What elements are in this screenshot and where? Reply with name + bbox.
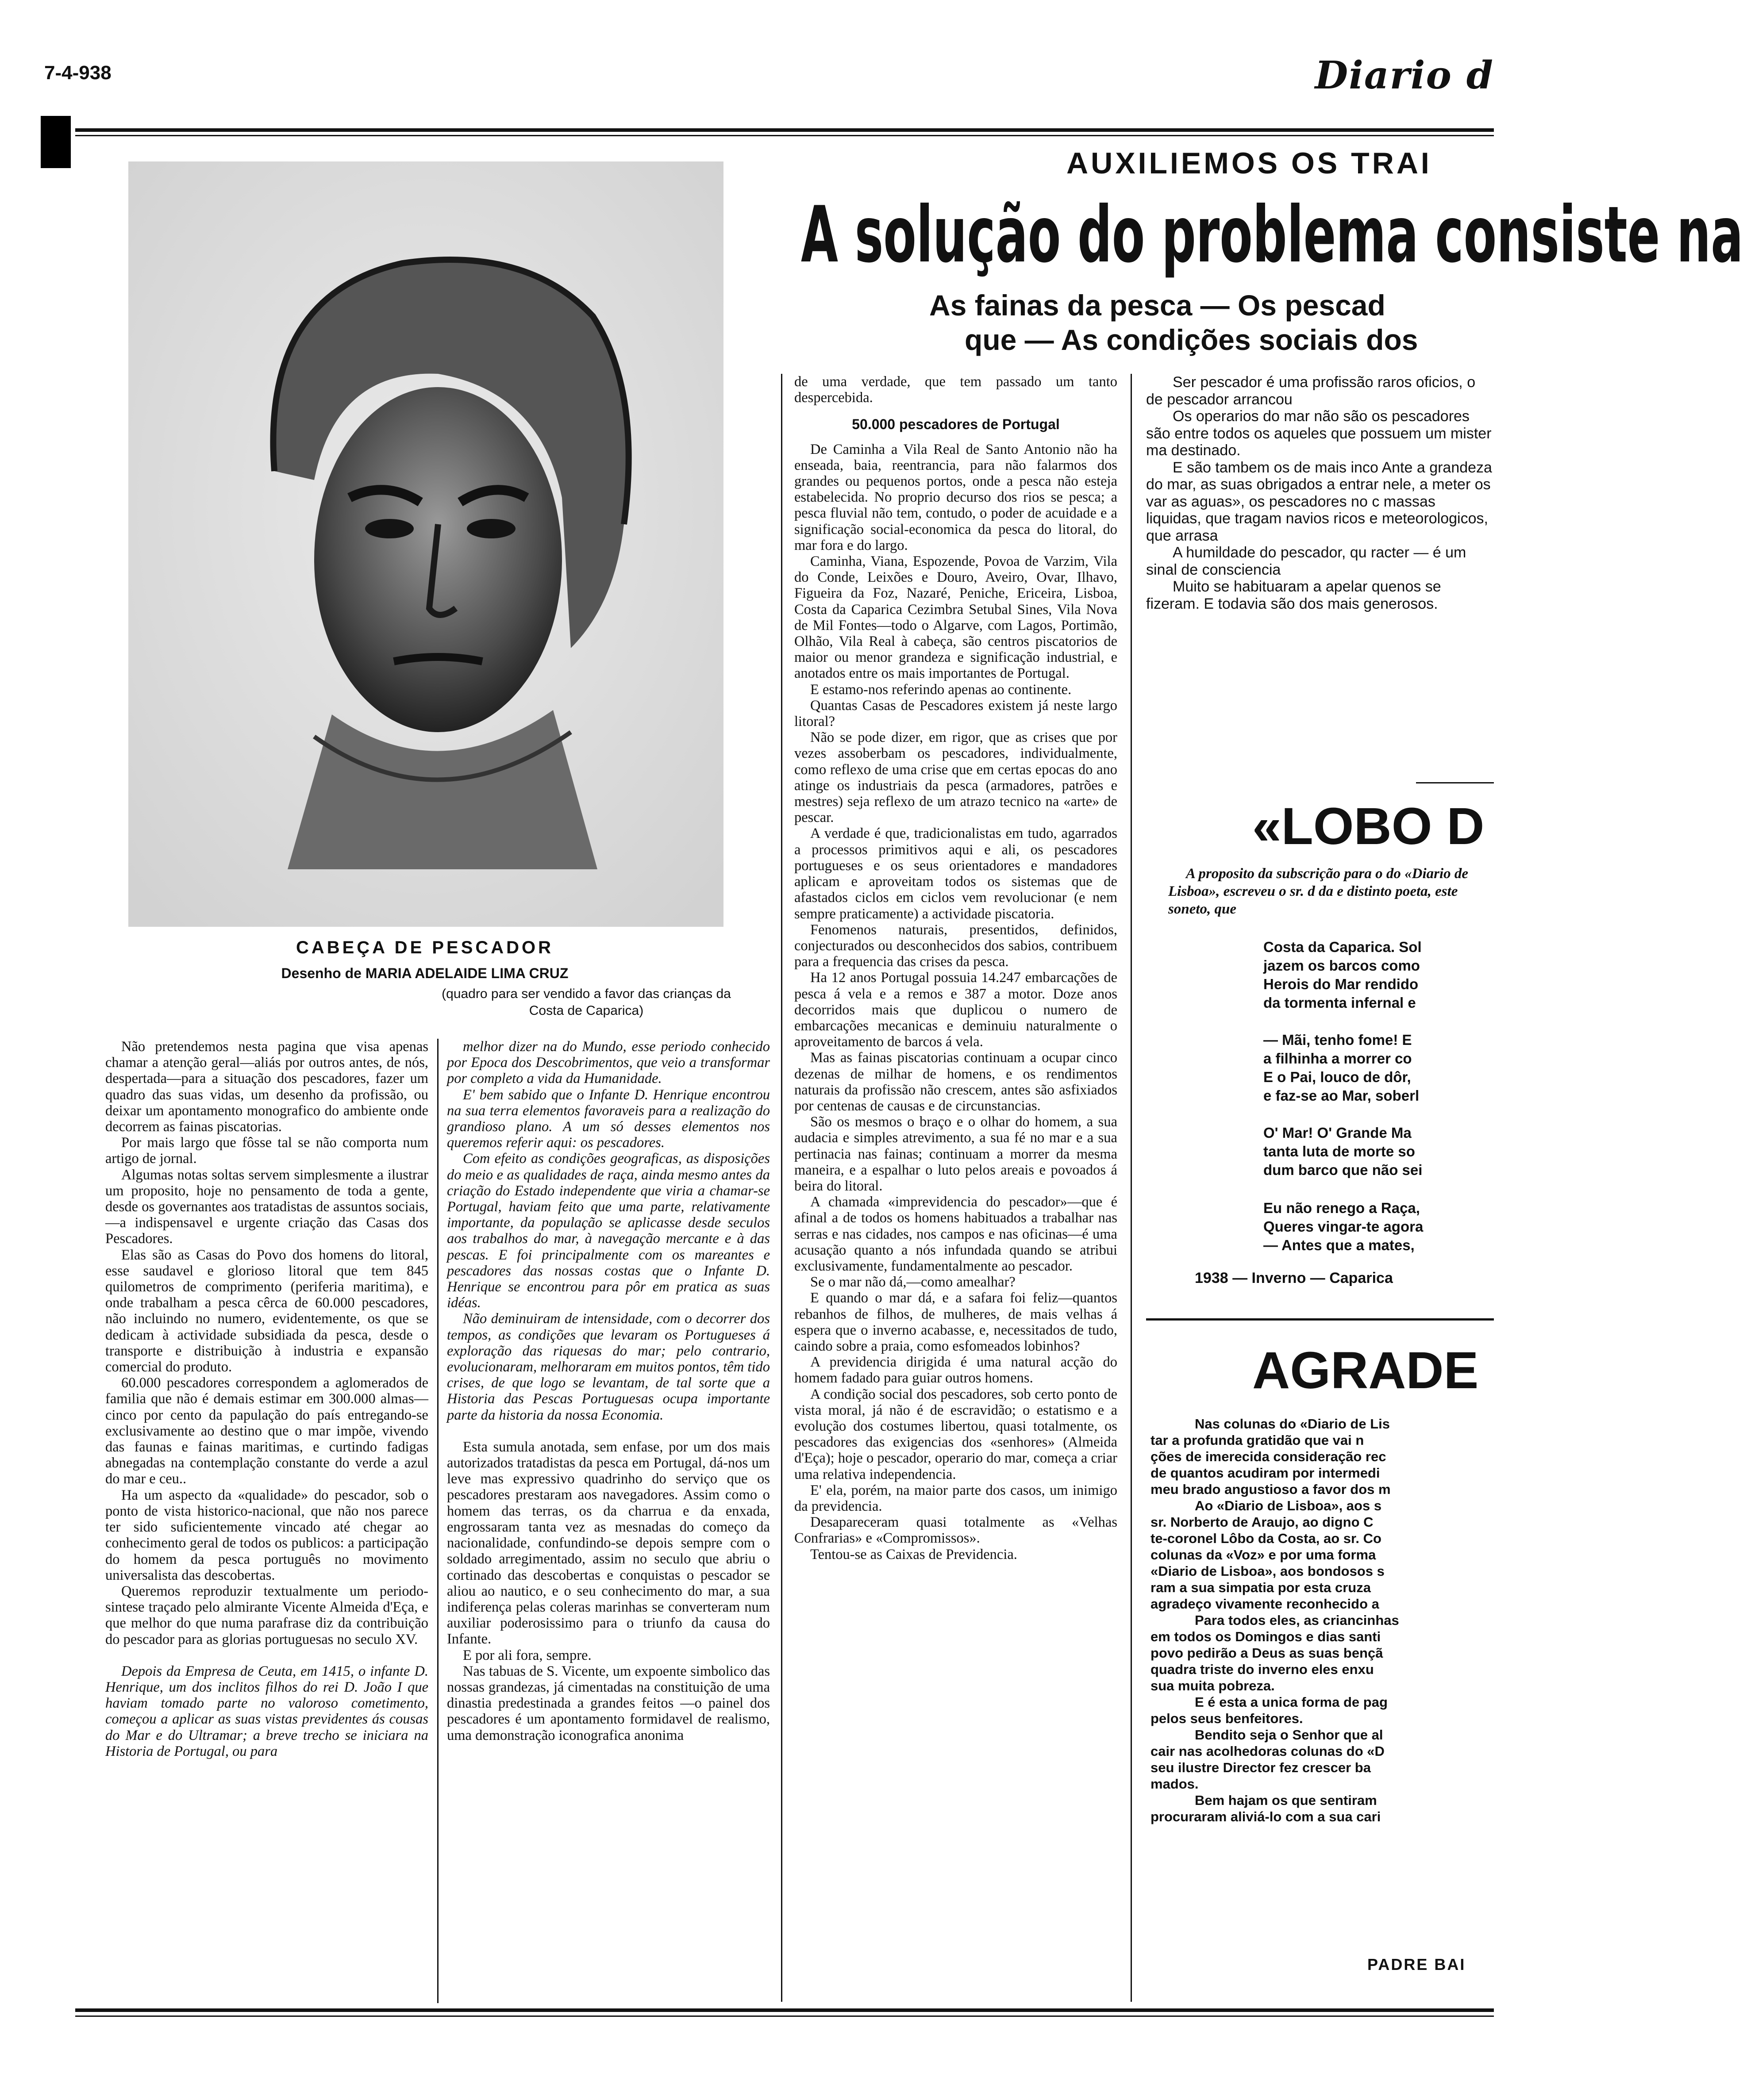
article-headline: A solução do problema consiste na (801, 190, 1743, 280)
poem-line: tanta luta de morte so (1263, 1143, 1415, 1159)
paragraph: Os operarios do mar não são os pescadores são entre todos os aqueles que possuem um mister ma destinado. (1146, 408, 1492, 459)
paragraph: Quantas Casas de Pescadores existem já neste largo litoral? (794, 697, 1117, 730)
paragraph: Ha um aspecto da «qualidade» do pescador, sob o ponto de vista historico-nacional, que não nos parece ter sido suficientemente vincado até chegar ao conhecimento geral de todos os publicos: a participação do homem da pesca português no movimento universalista das descobertas. (105, 1487, 428, 1583)
corner-marker (41, 116, 71, 168)
portrait-drawing (128, 161, 723, 927)
article-column-1 (105, 1039, 428, 1893)
text-line: quadra triste do inverno eles enxu (1150, 1662, 1374, 1677)
poem-line: dum barco que não sei (1263, 1162, 1423, 1178)
paragraph: Se o mar não dá,—como amealhar? (810, 1274, 1016, 1290)
poem-line: E o Pai, louco de dôr, (1263, 1069, 1411, 1085)
text-line: meu brado angustioso a favor dos m (1150, 1482, 1391, 1497)
paragraph: Não pretendemos nesta pagina que visa apenas chamar a atenção geral—aliás por outros antes, de nós, despertada—para a situação dos pescadores, fazer um quadro das suas vidas, um desenho da profissão, ou deixar um apontamento monografico do ambiente onde decorrem as fainas piscatorias. (105, 1039, 428, 1135)
text-line: Ao «Diario de Lisboa», aos s (1195, 1498, 1382, 1513)
paragraph: E por ali fora, sempre. (463, 1647, 592, 1663)
quote-paragraph: Com efeito as condições geograficas, as disposições do meio e as qualidades de raça, ainda mesmo antes da criação do Estado independente que viria a chamar-se Portugal, haviam feito que uma parte, relativamente importante, da população se aplicasse desde seculos aos trabalhos do mar, à navegação mercante e à das pescas. E foi principalmente com os mareantes e pescadores das nossas costas que o Infante D. Henrique se encontrou para pôr em pratica as suas idéas. (447, 1151, 770, 1311)
paragraph: São os mesmos o braço e o olhar do homem, a sua audacia e simples atrevimento, a sua fé no mar e a sua pertinacia nas fainas; continuam a morrer da mesma maneira, e a espalhar o luto pelos areais e povoados á beira do litoral. (794, 1114, 1117, 1194)
quote-paragraph: Não deminuiram de intensidade, com o decorrer dos tempos, as condições que levaram os Portugueses á exploração das riquesas do mar; pelo contrario, evolucionaram, melhoraram em muitos pontos, têm tido crises, de que logo se levantam, de tal sorte que a Historia das Pescas Portuguesas ocupa importante parte da historia da nossa Economia. (447, 1311, 770, 1423)
paragraph: A verdade é que, tradicionalistas em tudo, agarrados a processos primitivos aqui e ali, os pescadores portugueses e os seus orientadores e mandadores aplicam e aproveitam todos os sistemas que de afastados ciclos em ciclos vem revolucionar (e nem sempre praticamente) a actividade piscatoria. (794, 825, 1117, 922)
top-rule-thin (75, 135, 1494, 136)
text-line: Bendito seja o Senhor que al (1195, 1727, 1383, 1743)
section-divider (1416, 782, 1494, 783)
text-line: procuraram aliviá-lo com a sua cari (1150, 1809, 1381, 1824)
paragraph: Queremos reproduzir textualmente um periodo-sintese traçado pelo almirante Vicente Almeida d'Eça, e que melhor do que numa parafrase diz da contribuição do pescador para as glorias portuguesas no seculo XV. (105, 1583, 428, 1647)
paragraph: De Caminha a Vila Real de Santo Antonio não ha enseada, baia, reentrancia, para não falarmos dos grandes ou pequenos portos, onde a pesca não esteja estabelecida. No proprio decurso dos rios se pesca; a pesca fluvial não tem, contudo, o poder de acuidade e a significação social-economica da pesca do litoral, do mar fora e do largo. (794, 441, 1117, 553)
poem-line: — Mãi, tenho fome! E (1263, 1032, 1412, 1048)
paragraph: E estamo-nos referindo apenas ao continente. (810, 681, 1072, 698)
text-line: povo pedirão a Deus as suas bençã (1150, 1645, 1383, 1661)
poem-signature: 1938 — Inverno — Caparica (1195, 1270, 1393, 1286)
top-rule-thick (75, 128, 1494, 132)
fisherman-portrait (128, 161, 723, 927)
text-line: agradeço vivamente reconhecido a (1150, 1596, 1379, 1612)
poem-line: O' Mar! O' Grande Ma (1263, 1125, 1412, 1141)
poem-line: Queres vingar-te agora (1263, 1218, 1424, 1235)
illustration-note-line1: (quadro para ser vendido a favor das crianças da (442, 987, 731, 1001)
thanks-signature: PADRE BAI (1367, 1955, 1466, 1973)
text-line: Bem hajam os que sentiram (1195, 1793, 1377, 1808)
paragraph: Ha 12 anos Portugal possuia 14.247 embarcações de pesca á vela e a remos e 387 a motor. Doze anos decorridos mais que duplicou o numero de embarcações mecanicas e deminuiu naturalmente o aproveitamento de barcos á vela. (794, 970, 1117, 1050)
text-line: colunas da «Voz» e por uma forma (1150, 1547, 1376, 1563)
text-line: E é esta a unica forma de pag (1195, 1694, 1388, 1710)
section-subhead: 50.000 pescadores de Portugal (852, 416, 1060, 433)
paragraph: de uma verdade, que tem passado um tanto despercebida. (794, 374, 1117, 406)
text-line: seu ilustre Director fez crescer ba (1150, 1760, 1371, 1775)
text-line: Nas colunas do «Diario de Lis (1195, 1416, 1390, 1432)
text-line: de quantos acudiram por intermedi (1150, 1465, 1380, 1481)
illustration-title: CABEÇA DE PESCADOR (296, 938, 554, 957)
paragraph: 60.000 pescadores correspondem a aglomerados de familia que não é demais estimar em 300.000 almas—cinco por cento da papulação do país entregando-se exclusivamente ao destino que o mar impõe, vivendo das faunas e fainas maritimas, e curtindo fadigas abnegadas na contemplação constante do verde a azul do mar e ceu.. (105, 1375, 428, 1487)
paragraph: Mas as fainas piscatorias continuam a ocupar cinco dezenas de milhar de homens, e os rendimentos naturais da profissão não crescem, antes são asfixiados por centenas de causas e de circunstancias. (794, 1050, 1117, 1114)
poem-stanza-3 (1263, 1124, 1494, 1179)
text-line: sua muita pobreza. (1150, 1678, 1275, 1693)
poem-line: a filhinha a morrer co (1263, 1050, 1412, 1067)
paragraph: Caminha, Viana, Espozende, Povoa de Varzim, Vila do Conde, Leixões e Douro, Aveiro, Ovar, Ilhavo, Figueira da Foz, Nazaré, Peniche, Ericeira, Lisboa, Costa da Caparica Cezimbra Setubal Sines, Vila Nova de Mil Fontes—todo o Algarve, com Lagos, Portimão, Olhão, Vila Real à cabeça, são centros piscatorios de maior ou menor grandeza e significação industrial, e anotados entre os mais importantes de Portugal. (794, 553, 1117, 682)
paragraph: E quando o mar dá, e a safara foi feliz—quantos rebanhos de filhos, de mulheres, de mais velhas á espera que o inverno acabasse, e, necessitados de tudo, caindo sobre a praia, como esfomeados lobinhos? (794, 1290, 1117, 1354)
paragraph: A humildade do pescador, qu racter — é um sinal de consciencia (1146, 544, 1466, 578)
text-line: cair nas acolhedoras colunas do «D (1150, 1743, 1385, 1759)
text-line: pelos seus benfeitores. (1150, 1711, 1303, 1726)
column-divider (437, 1039, 439, 2003)
article-column-3 (794, 374, 1117, 2002)
paragraph: Fenomenos naturais, presentidos, definidos, conjecturados ou desconhecidos dos sabios, contribuem para a frequencia das crises da pesca. (794, 921, 1117, 970)
poem-stanza-4 (1263, 1199, 1494, 1255)
paragraph: A previdencia dirigida é uma natural acção do homem fadado para guiar outros homens. (794, 1354, 1117, 1386)
paragraph: Muito se habituaram a apelar quenos se fizeram. E todavia são dos mais generosos. (1146, 578, 1441, 612)
poem-stanza-1 (1263, 938, 1494, 1012)
paragraph: Não se pode dizer, em rigor, que as crises que por vezes assoberbam os pescadores, individualmente, como reflexo de uma crise que em certas epocas do ano atinge os industriais da pesca (armadores, patrões e mestres) seja reflexo de um atrazo tecnico na «arte» de pescar. (794, 729, 1117, 826)
poem-heading: «LOBO D (1252, 797, 1485, 856)
paragraph: Por mais largo que fôsse tal se não comporta num artigo de jornal. (105, 1135, 428, 1167)
thanks-heading: AGRADE (1252, 1341, 1479, 1400)
text-line: Para todos eles, as criancinhas (1195, 1612, 1399, 1628)
bottom-rule-thin (75, 2016, 1494, 2017)
paragraph: A chamada «imprevidencia do pescador»—que é afinal a de todos os homens habituados a trabalhar nas serras e nas cidades, nos campos e nas oficinas—é uma acusação quanto a nós infundada quando se atribui exclusivamente, fundamentalmente ao pescador. (794, 1194, 1117, 1274)
paragraph: E' ela, porém, na maior parte dos casos, um inimigo da previdencia. (794, 1482, 1117, 1515)
text-line: mados. (1150, 1776, 1199, 1792)
paragraph: Ser pescador é uma profissão raros oficios, o de pescador arrancou (1146, 374, 1476, 408)
paragraph: Tentou-se as Caixas de Previdencia. (810, 1546, 1017, 1563)
quote-paragraph: Depois da Empresa de Ceuta, em 1415, o infante D. Henrique, um dos inclitos filhos do rei D. João I que haviam tomado parte no valoroso cometimento, começou a aplicar as suas vistas previdentes ás cousas do Mar e do Ultramar; a breve trecho se iniciara na Historia de Portugal, ou para (105, 1663, 428, 1759)
text-line: ram a sua simpatia por esta cruza (1150, 1580, 1371, 1595)
illustration-note-line2: Costa de Caparica) (529, 1003, 644, 1018)
text-line: ções de imerecida consideração rec (1150, 1449, 1386, 1464)
illustration-credit: Desenho de MARIA ADELAIDE LIMA CRUZ (281, 965, 569, 981)
article-subhead-2: que — As condições sociais dos (965, 323, 1418, 356)
newspaper-masthead: Diario d (1315, 53, 1494, 98)
paragraph: Algumas notas soltas servem simplesmente a ilustrar um proposito, hoje no pensamento de toda a gente, desde os governantes aos tratadistas de assuntos sociais,—a indispensavel e urgente criação das Casas dos Pescadores. (105, 1167, 428, 1247)
text-line: te-coronel Lôbo da Costa, ao sr. Co (1150, 1531, 1381, 1546)
paragraph: A condição social dos pescadores, sob certo ponto de vista moral, já não é de escravidão; o estatismo e a evolução dos costumes libertou, quasi totalmente, os pescadores das exigencias dos «senhores» (Almeida d'Eça); hoje o pescador, operario do mar, começa a criar uma relativa independencia. (794, 1386, 1117, 1482)
poem-line: e faz-se ao Mar, soberl (1263, 1087, 1420, 1104)
text-line: «Diario de Lisboa», aos bondosos s (1150, 1563, 1385, 1579)
poem-line: Costa da Caparica. Sol (1263, 939, 1422, 955)
quote-paragraph: melhor dizer na do Mundo, esse periodo conhecido por Epoca dos Descobrimentos, que veio a transformar por completo a vida da Humanidade. (447, 1039, 770, 1087)
article-column-4 (1146, 374, 1494, 774)
text-line: em todos os Domingos e dias santi (1150, 1629, 1381, 1644)
paragraph: Elas são as Casas do Povo dos homens do litoral, esse saudavel e glorioso litoral que tem 845 quilometros de comprimento (periferia maritima), e onde trabalham a pesca cêrca de 60.000 pescadores, não incluindo no numero, evidentemente, os que se dedicam à actividade subsidiada da pesca, desde o transporte e distribuição à industria e expansão comercial do produto. (105, 1247, 428, 1375)
poem-intro: A proposito da subscrição para o do «Diario de Lisboa», escreveu o sr. d da e distinto poeta, este soneto, que (1168, 866, 1469, 917)
article-column-2 (447, 1039, 770, 2003)
paragraph: Esta sumula anotada, sem enfase, por um dos mais autorizados tratadistas da pesca em Portugal, dá-nos um leve mas expressivo quadrinho do serviço que os pescadores prestaram aos navegadores. Assim como o homem das terras, os da charrua e da enxada, engrossaram tanta vez as mesnadas do começo da nacionalidade, confundindo-se depois sempre com o soldado arregimentado, assim no seculo que abriu o cortinado das descobertas e conquistas o pescador se aliou ao nautico, e o seu conhecimento do mar, a sua indiferença pelas coleras marinhas se converteram num auxiliar poderosissimo para o triunfo da causa do Infante. (447, 1439, 770, 1647)
text-line: tar a profunda gratidão que vai n (1150, 1432, 1364, 1448)
page-date: 7-4-938 (44, 62, 112, 84)
poem-line: Eu não renego a Raça, (1263, 1200, 1420, 1216)
section-divider (1146, 1318, 1494, 1321)
poem-line: Herois do Mar rendido (1263, 976, 1419, 992)
bottom-rule-thick (75, 2008, 1494, 2012)
thanks-body (1150, 1416, 1494, 1825)
poem-stanza-2 (1263, 1031, 1494, 1105)
poem-line: da tormenta infernal e (1263, 994, 1416, 1011)
text-line: sr. Norberto de Araujo, ao digno C (1150, 1514, 1374, 1530)
paragraph: Desapareceram quasi totalmente as «Velhas Confrarias» e «Compromissos». (794, 1514, 1117, 1547)
poem-line: — Antes que a mates, (1263, 1237, 1415, 1253)
poem-line: jazem os barcos como (1263, 957, 1420, 974)
quote-paragraph: E' bem sabido que o Infante D. Henrique encontrou na sua terra elementos favoraveis para a realização do grandioso plano. A um só desses elementos nos queremos referir aqui: os pescadores. (447, 1086, 770, 1151)
column-divider (1131, 374, 1132, 2002)
paragraph: Nas tabuas de S. Vicente, um expoente simbolico das nossas grandezas, já cimentadas na constituição de uma dinastia predestinada a grandes feitos —o painel dos pescadores é um apontamento formidavel de realismo, uma demonstração iconografica anonima (447, 1663, 770, 1743)
column-divider (781, 374, 782, 2002)
article-subhead-1: As fainas da pesca — Os pescad (929, 289, 1385, 322)
illustration-note (374, 986, 799, 1019)
article-kicker: AUXILIEMOS OS TRAI (1066, 146, 1432, 180)
paragraph: E são tambem os de mais inco Ante a grandeza do mar, as suas obrigados a entrar nele, a meter os var as aguas», os pescadores no c massas liquidas, que tragam navios ricos e meteorologicos, que arrasa (1146, 459, 1492, 544)
